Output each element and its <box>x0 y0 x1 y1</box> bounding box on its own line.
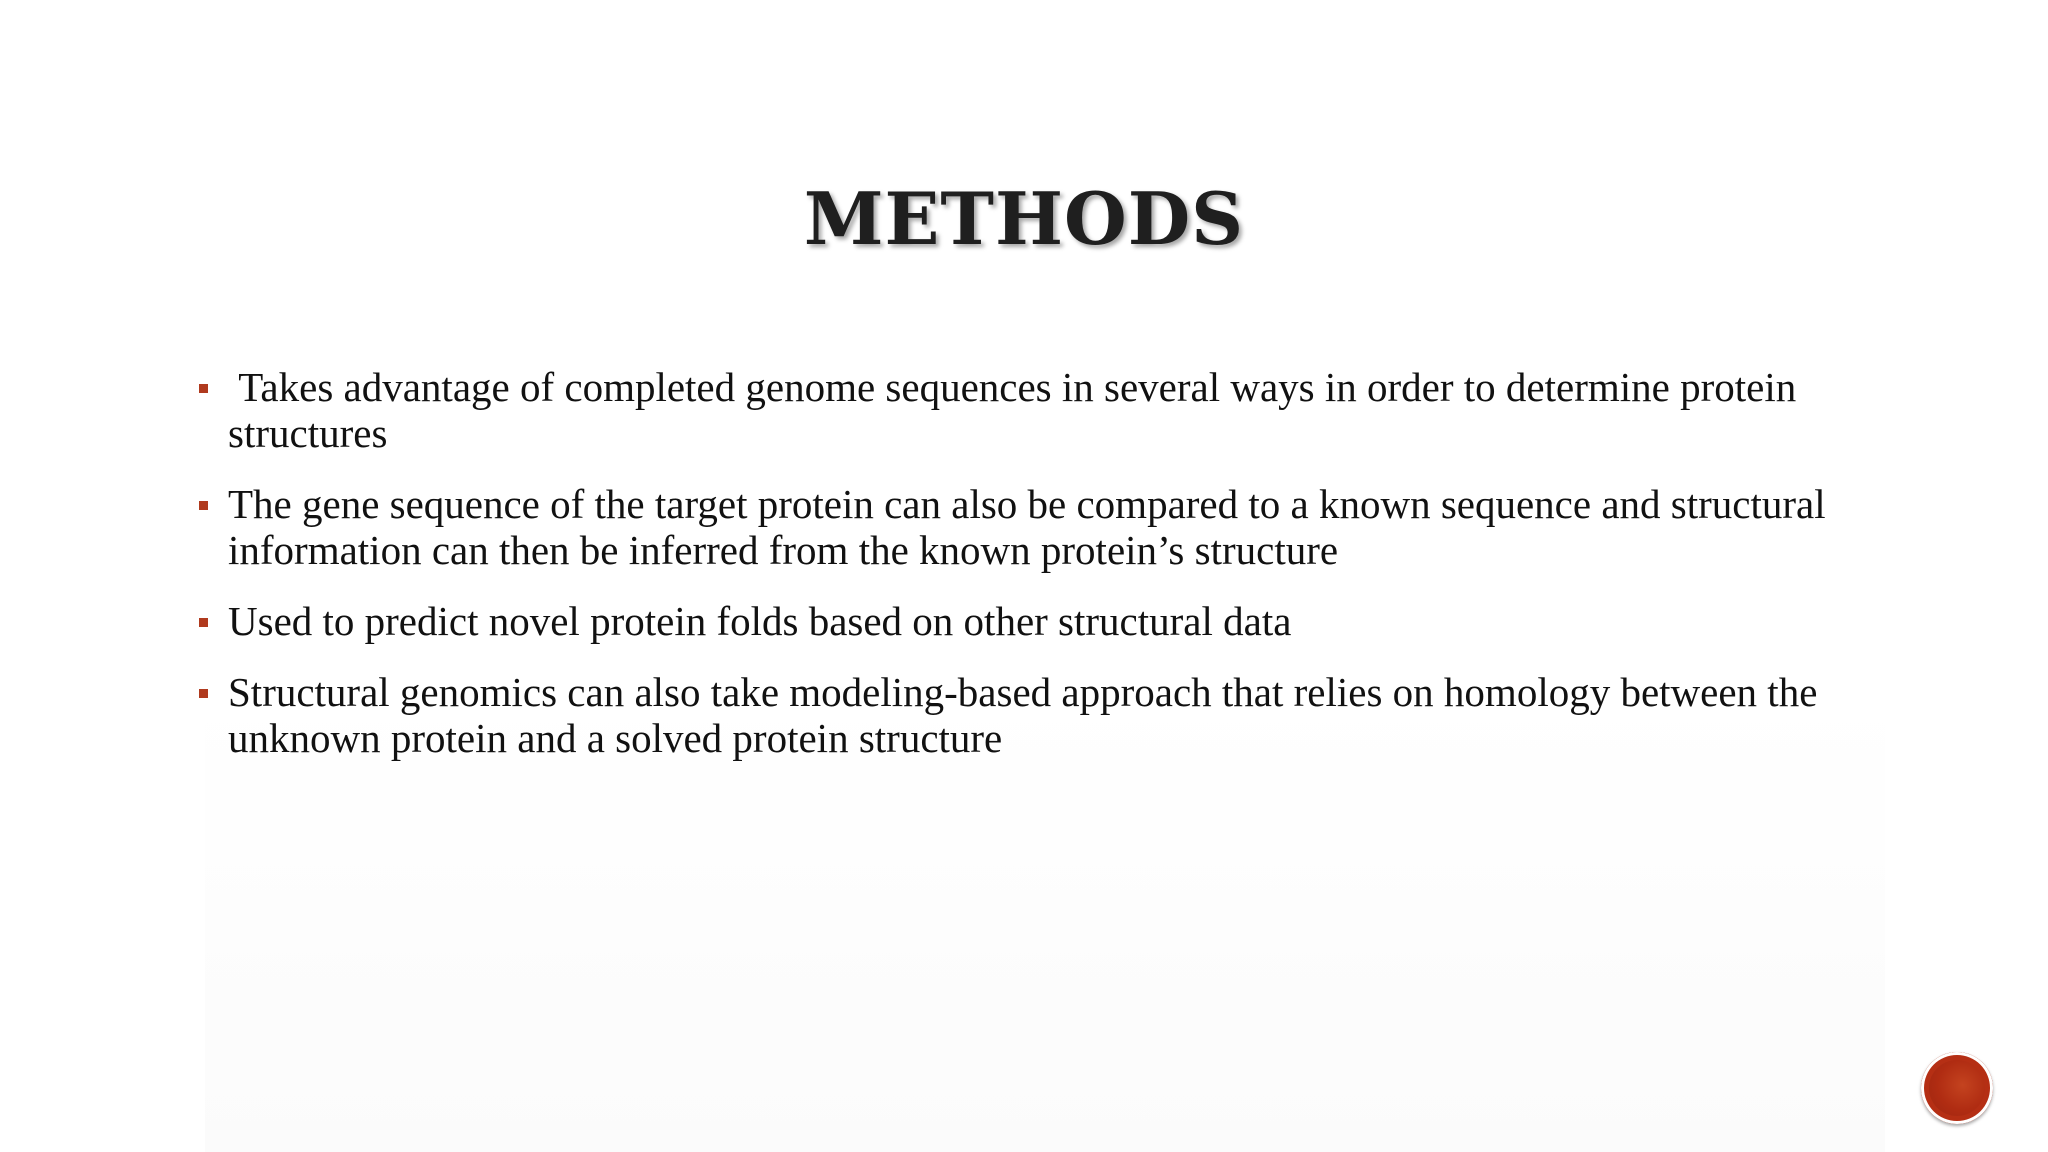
slide-title: METHODS <box>803 176 1245 261</box>
bullet-text: Structural genomics can also take modeling-based approach that relies on homology between the unknown protein and a solved protein structure <box>228 669 1828 761</box>
bullet-item <box>196 598 1896 644</box>
square-bullet-icon <box>199 384 208 393</box>
bullet-text: Takes advantage of completed genome sequences in several ways in order to determine protein structures <box>228 364 1807 456</box>
square-bullet-icon <box>199 689 208 698</box>
bullet-list <box>196 364 1896 786</box>
square-bullet-icon <box>199 618 208 627</box>
circle-button-icon[interactable] <box>1921 1052 1993 1124</box>
bullet-text: The gene sequence of the target protein can also be compared to a known sequence and structural information can then be inferred from the known protein’s structure <box>228 481 1836 573</box>
bullet-item <box>196 364 1896 456</box>
nav-button-face <box>1929 1060 1985 1116</box>
bullet-text: Used to predict novel protein folds based on other structural data <box>228 598 1292 644</box>
square-bullet-icon <box>199 501 208 510</box>
bullet-item <box>196 481 1896 573</box>
bullet-item <box>196 669 1896 761</box>
